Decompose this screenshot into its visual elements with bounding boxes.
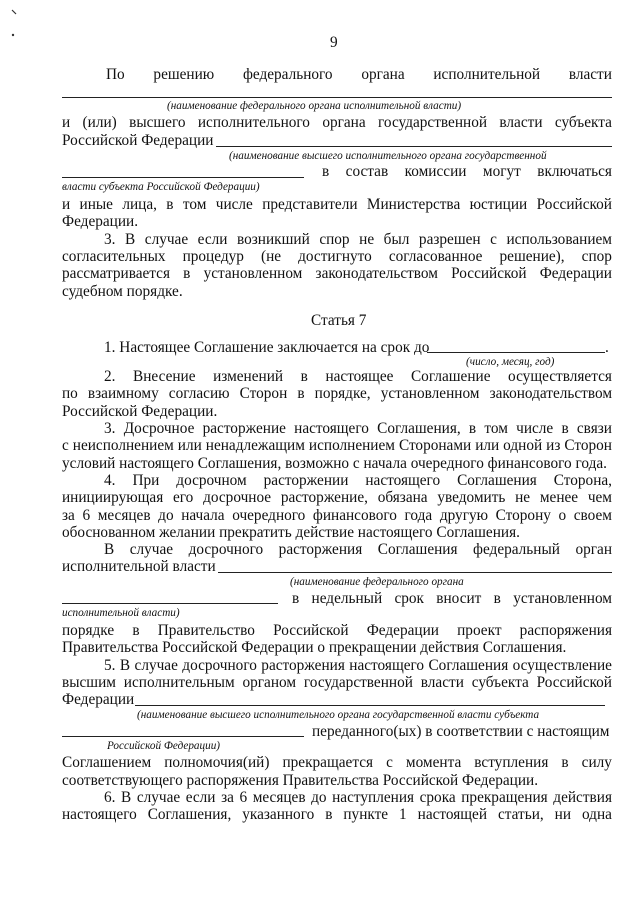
word: за bbox=[62, 507, 75, 524]
word: в bbox=[493, 590, 501, 607]
word: действия bbox=[553, 789, 612, 806]
word: числе bbox=[215, 196, 253, 213]
word: Соглашения bbox=[377, 541, 458, 558]
word: досрочном bbox=[176, 472, 247, 489]
word: одна bbox=[581, 806, 612, 823]
word: до bbox=[311, 789, 327, 806]
word: высшего bbox=[129, 114, 186, 131]
word: в bbox=[292, 590, 300, 607]
word: распоряжения bbox=[519, 622, 612, 639]
word: силу bbox=[581, 754, 612, 771]
word: Соглашения bbox=[457, 472, 537, 489]
word: осуществление bbox=[512, 657, 612, 674]
word: другую bbox=[439, 507, 489, 524]
word: состав bbox=[345, 163, 389, 180]
word: спор bbox=[319, 231, 350, 248]
word: установленном bbox=[380, 385, 480, 402]
word: проект bbox=[457, 622, 502, 639]
word: комиссии bbox=[404, 163, 467, 180]
word: в bbox=[183, 265, 191, 282]
caption-federal-authority-2-cont: исполнительной власти) bbox=[62, 607, 180, 619]
line-31 bbox=[62, 754, 612, 771]
line-10: судебном порядке. bbox=[62, 283, 183, 300]
word: 4. bbox=[104, 472, 116, 489]
word: указанного bbox=[242, 806, 315, 823]
line-02 bbox=[62, 114, 612, 131]
word: расторжение, bbox=[280, 489, 368, 506]
word: не bbox=[515, 489, 531, 506]
word: в bbox=[561, 420, 569, 437]
word: в bbox=[325, 806, 333, 823]
word: представители bbox=[262, 196, 358, 213]
word: 2. bbox=[104, 368, 116, 385]
word: в bbox=[468, 420, 477, 437]
word: Соглашения bbox=[428, 657, 509, 674]
word: срок bbox=[394, 590, 424, 607]
line-01 bbox=[106, 66, 612, 83]
fill-line bbox=[62, 177, 304, 178]
line-30: переданного(ых) в соответствии с настоящим bbox=[312, 723, 610, 740]
word: государственной bbox=[303, 674, 413, 691]
word: взаимному bbox=[87, 385, 159, 402]
line-29: Федерации bbox=[62, 691, 135, 708]
word: числе bbox=[516, 420, 554, 437]
word: Соглашения, bbox=[147, 806, 232, 823]
scan-mark bbox=[10, 8, 20, 38]
line-15 bbox=[104, 420, 612, 437]
word: случае bbox=[144, 231, 189, 248]
word: пункте bbox=[343, 806, 389, 823]
word: прекращения bbox=[461, 789, 548, 806]
word: вносит bbox=[436, 590, 482, 607]
word: субъекта bbox=[471, 674, 529, 691]
word: расторжение bbox=[202, 420, 286, 437]
line-34 bbox=[62, 806, 612, 823]
word: государственной bbox=[378, 114, 488, 131]
word: решению bbox=[153, 66, 215, 83]
word: прекращается bbox=[282, 754, 374, 771]
line-24 bbox=[292, 590, 612, 607]
word: власти bbox=[420, 674, 464, 691]
line-14: Российской Федерации. bbox=[62, 403, 218, 420]
word: случае bbox=[136, 789, 181, 806]
word: месяцев bbox=[97, 507, 151, 524]
word: обязана bbox=[377, 489, 428, 506]
word: согласительных bbox=[62, 248, 166, 265]
word: исполнением bbox=[308, 437, 395, 454]
word: 5. bbox=[104, 657, 116, 674]
word: в bbox=[132, 622, 140, 639]
word: спор bbox=[581, 248, 612, 265]
word: Правительство bbox=[157, 622, 255, 639]
page-number: 9 bbox=[330, 34, 338, 51]
line-13 bbox=[62, 385, 612, 402]
line-26: Правительства Российской Федерации о прекращении действия Соглашения. bbox=[62, 639, 567, 656]
word: том bbox=[182, 196, 207, 213]
word: Сторон bbox=[239, 385, 288, 402]
word: 6 bbox=[82, 507, 91, 524]
word: орган bbox=[575, 541, 612, 558]
word: расторжении bbox=[263, 472, 349, 489]
word: в bbox=[166, 196, 174, 213]
word: настоящее bbox=[325, 368, 394, 385]
word: в bbox=[561, 754, 569, 771]
word: 6 bbox=[239, 789, 248, 806]
word: связи bbox=[576, 420, 612, 437]
line-09 bbox=[62, 265, 612, 282]
word: При bbox=[132, 472, 160, 489]
word: досрочное bbox=[203, 489, 272, 506]
word: не bbox=[359, 231, 375, 248]
caption-regional-authority: (наименование высшего исполнительного органа государственной bbox=[229, 150, 547, 162]
word: года bbox=[404, 507, 433, 524]
word: инициирующая bbox=[62, 489, 164, 506]
word: за bbox=[221, 789, 234, 806]
word: из bbox=[546, 437, 561, 454]
word: органа bbox=[361, 66, 405, 83]
word: том bbox=[484, 420, 508, 437]
fill-line bbox=[62, 603, 278, 604]
word: с bbox=[490, 231, 497, 248]
word: статьи, bbox=[497, 806, 544, 823]
word: или bbox=[475, 437, 500, 454]
word: его bbox=[172, 489, 194, 506]
line-21: обоснованном желании прекратить действие настоящего Соглашения. bbox=[62, 524, 520, 541]
word: Досрочное bbox=[123, 420, 195, 437]
word: установленном bbox=[513, 590, 612, 607]
word: В bbox=[104, 541, 115, 558]
word: установленном bbox=[203, 265, 303, 282]
word: Российской bbox=[536, 196, 612, 213]
word: расторжения bbox=[278, 541, 363, 558]
line-16 bbox=[62, 437, 612, 454]
line-28 bbox=[62, 674, 612, 691]
word: высшим bbox=[62, 674, 116, 691]
word: уведомить bbox=[437, 489, 506, 506]
word: одной bbox=[503, 437, 543, 454]
word: Внесение bbox=[133, 368, 196, 385]
line-22 bbox=[104, 541, 612, 558]
word: исполнительным bbox=[123, 674, 235, 691]
line-20 bbox=[62, 507, 612, 524]
word: субъекта bbox=[554, 114, 612, 131]
line-25 bbox=[62, 622, 612, 639]
caption-federal-authority-2: (наименование федерального органа bbox=[290, 576, 464, 588]
word: 3. bbox=[104, 420, 116, 437]
word: процедур bbox=[182, 248, 244, 265]
word: в bbox=[297, 385, 305, 402]
word: органом bbox=[242, 674, 297, 691]
word: могут bbox=[482, 163, 521, 180]
caption-federal-authority: (наименование федерального органа исполнительной власти) bbox=[167, 100, 462, 112]
word: срока bbox=[419, 789, 456, 806]
word: возникший bbox=[237, 231, 310, 248]
word: настоящего bbox=[349, 657, 425, 674]
word: иные bbox=[79, 196, 113, 213]
line-04 bbox=[322, 163, 612, 180]
word: по bbox=[62, 385, 78, 402]
word: исполнительной bbox=[433, 66, 541, 83]
word: Федерации bbox=[539, 265, 612, 282]
word: до bbox=[158, 507, 174, 524]
line-17: условий настоящего Соглашения, возможно с начала очередного финансового года. bbox=[62, 455, 608, 472]
fill-line bbox=[135, 705, 605, 706]
date-fill-line bbox=[427, 352, 605, 353]
word: чем bbox=[587, 489, 612, 506]
word: изменений bbox=[213, 368, 284, 385]
line-27 bbox=[104, 657, 612, 674]
word: законодательством bbox=[315, 265, 438, 282]
word: своем bbox=[573, 507, 612, 524]
word: исполнительного bbox=[197, 114, 310, 131]
line-05 bbox=[62, 196, 612, 213]
word: В bbox=[121, 789, 132, 806]
word: Российской bbox=[536, 674, 612, 691]
line-12 bbox=[104, 368, 612, 385]
word: использованием bbox=[506, 231, 612, 248]
word: менее bbox=[539, 489, 579, 506]
word: или bbox=[177, 437, 202, 454]
word: расторжения bbox=[261, 657, 345, 674]
line-19 bbox=[62, 489, 612, 506]
word: о bbox=[558, 507, 567, 524]
word: Сторонами bbox=[398, 437, 472, 454]
word: если bbox=[185, 789, 216, 806]
word: настоящего bbox=[294, 420, 369, 437]
word: законодательством bbox=[489, 385, 612, 402]
line-23: исполнительной власти bbox=[62, 558, 216, 575]
word: федеральный bbox=[473, 541, 560, 558]
word: По bbox=[106, 66, 125, 83]
word: 6. bbox=[104, 789, 116, 806]
fill-line bbox=[216, 146, 612, 147]
word: ни bbox=[554, 806, 572, 823]
fill-line bbox=[62, 736, 304, 737]
word: Сторону bbox=[495, 507, 551, 524]
word: в bbox=[300, 368, 308, 385]
line-18 bbox=[104, 472, 612, 489]
word: власти bbox=[499, 114, 543, 131]
word: и bbox=[62, 196, 71, 213]
word: досрочного bbox=[188, 541, 264, 558]
word: недельный bbox=[311, 590, 383, 607]
line-08 bbox=[62, 248, 612, 265]
line-06: Федерации. bbox=[62, 213, 139, 230]
word: настоящего bbox=[365, 472, 441, 489]
word: разрешен bbox=[418, 231, 481, 248]
word: настоящего bbox=[62, 806, 137, 823]
word: финансового bbox=[312, 507, 397, 524]
article-heading: Статья 7 bbox=[311, 312, 367, 329]
caption-date: (число, месяц, год) bbox=[466, 356, 555, 368]
line-33 bbox=[104, 789, 612, 806]
word: власти bbox=[568, 66, 612, 83]
word: если bbox=[197, 231, 228, 248]
word: месяцев bbox=[252, 789, 306, 806]
word: полномочия(ий) bbox=[164, 754, 270, 771]
word: случае bbox=[134, 657, 178, 674]
caption-regional-authority-2: (наименование высшего исполнительного органа государственной власти субъекта bbox=[137, 709, 540, 721]
word: с bbox=[62, 437, 69, 454]
word: (или) bbox=[82, 114, 117, 131]
caption-regional-authority-cont: власти субъекта Российской Федерации) bbox=[62, 181, 260, 193]
word: случае bbox=[129, 541, 174, 558]
word: Федерации bbox=[366, 622, 439, 639]
word: согласию bbox=[168, 385, 230, 402]
word: вступления bbox=[474, 754, 549, 771]
word: очередного bbox=[232, 507, 306, 524]
word: В bbox=[125, 231, 136, 248]
word: 1 bbox=[399, 806, 407, 823]
word: Министерства bbox=[366, 196, 461, 213]
word: и bbox=[62, 114, 71, 131]
word: с bbox=[386, 754, 393, 771]
word: неисполнением bbox=[72, 437, 174, 454]
word: Соглашением bbox=[62, 754, 152, 771]
line-11: 1. Настоящее Соглашение заключается на срок до bbox=[104, 339, 430, 356]
word: Сторона, bbox=[553, 472, 612, 489]
word: решение), bbox=[499, 248, 565, 265]
line-11-end: . bbox=[605, 339, 609, 356]
line-03: Российской Федерации bbox=[62, 132, 214, 149]
word: федерального bbox=[242, 66, 333, 83]
word: юстиции bbox=[469, 196, 528, 213]
word: Сторон bbox=[564, 437, 612, 454]
word: (не bbox=[260, 248, 282, 265]
word: рассматривается bbox=[62, 265, 170, 282]
word: момента bbox=[405, 754, 462, 771]
word: осуществляется bbox=[508, 368, 612, 385]
word: в bbox=[322, 163, 330, 180]
word: был bbox=[383, 231, 410, 248]
line-07 bbox=[104, 231, 612, 248]
word: порядке bbox=[62, 622, 115, 639]
word: начала bbox=[181, 507, 225, 524]
word: согласованное bbox=[388, 248, 483, 265]
fill-line bbox=[62, 97, 612, 98]
word: наступления bbox=[332, 789, 415, 806]
word: лица, bbox=[122, 196, 157, 213]
word: досрочного bbox=[182, 657, 257, 674]
word: ненадлежащим bbox=[205, 437, 305, 454]
word: Соглашения, bbox=[377, 420, 461, 437]
caption-regional-authority-2-cont: Российской Федерации) bbox=[107, 740, 221, 752]
word: 3. bbox=[104, 231, 116, 248]
word: Российской bbox=[451, 265, 527, 282]
word: органа bbox=[322, 114, 366, 131]
fill-line bbox=[218, 572, 612, 573]
word: Соглашение bbox=[410, 368, 491, 385]
word: достигнуто bbox=[298, 248, 372, 265]
word: В bbox=[119, 657, 131, 674]
line-32: соответствующего распоряжения Правительства Российской Федерации. bbox=[62, 772, 539, 789]
word: порядке, bbox=[314, 385, 371, 402]
word: Российской bbox=[273, 622, 349, 639]
word: включаться bbox=[537, 163, 612, 180]
word: настоящей bbox=[417, 806, 488, 823]
